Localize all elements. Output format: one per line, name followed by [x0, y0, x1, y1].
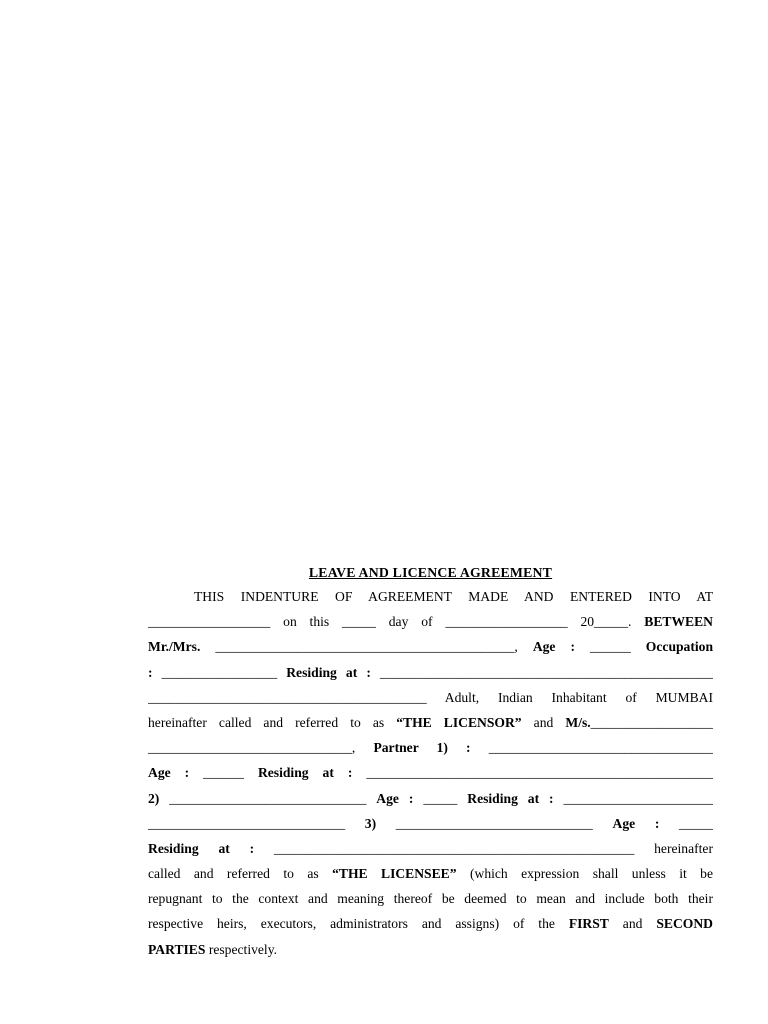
agreement-line [148, 811, 713, 836]
bold-text: Age : [148, 765, 190, 781]
bold-text: “THE LICENSOR” [396, 714, 522, 730]
line-text: ______ [575, 639, 646, 655]
bold-text: 2) [148, 790, 160, 806]
agreement-line [148, 786, 713, 811]
agreement-line [148, 634, 713, 659]
line-text: _____________________________________________________ hereinafter [254, 840, 713, 856]
line-text: __________________ on this _____ day of __________________ 20_____. [148, 614, 645, 630]
bold-text: Residing at : [148, 840, 255, 856]
agreement-body [148, 584, 713, 962]
line-text: ______________________________, [148, 740, 374, 756]
bold-text: Occupation [645, 639, 713, 655]
line-text: respective heirs, executors, administrators and assigns) of the [148, 916, 569, 932]
bold-text: Residing at : [286, 664, 371, 680]
agreement-line [148, 836, 713, 861]
line-text: ___________________________________________________ [352, 765, 713, 781]
line-text: _________________ [161, 664, 287, 680]
line-text: respectively. [205, 941, 278, 957]
line-text: _____________________________ [376, 815, 613, 831]
bold-text: : [148, 664, 162, 680]
line-text: and [608, 916, 657, 932]
line-text: called and referred to as [148, 866, 333, 882]
agreement-line [148, 911, 713, 936]
document-title: LEAVE AND LICENCE AGREEMENT [308, 565, 553, 580]
line-text: __________________ [590, 714, 713, 730]
agreement-line [148, 584, 713, 609]
agreement-line [148, 685, 713, 710]
line-text: repugnant to the context and meaning thereof be deemed to mean and include both their [148, 891, 713, 907]
line-text: THIS INDENTURE OF AGREEMENT MADE AND ENTERED INTO AT [194, 589, 713, 604]
bold-text: Residing at : [257, 765, 353, 781]
line-text: _________________________________________________ [370, 664, 713, 680]
bold-text: “THE LICENSEE” [332, 866, 457, 882]
bold-text: Age : [376, 790, 414, 806]
bold-text: Mr./Mrs. [148, 639, 201, 655]
line-text: ______________________ [553, 790, 713, 806]
bold-text: SECOND [656, 916, 713, 932]
bold-text: Age : [612, 815, 660, 831]
line-text: hereinafter called and referred to as [148, 714, 397, 730]
line-text: _____ [659, 815, 713, 831]
line-text: _____________________________ [148, 815, 365, 831]
line-text: ______ [189, 765, 258, 781]
line-text: _____ [413, 790, 468, 806]
agreement-line [148, 660, 713, 685]
agreement-line [148, 609, 713, 634]
line-text: _________________________________ [470, 740, 713, 756]
bold-text: Partner 1) : [373, 740, 471, 756]
agreement-line [148, 886, 713, 911]
agreement-line [148, 735, 713, 760]
agreement-line [148, 760, 713, 785]
agreement-line [148, 861, 713, 886]
line-text: ____________________________________________, [200, 639, 533, 655]
agreement-document [148, 562, 713, 962]
line-text: _____________________________ [159, 790, 377, 806]
line-text: _________________________________________ Adult, Indian Inhabitant of MUMBAI [148, 689, 713, 705]
line-text: (which expression shall unless it be [456, 866, 713, 882]
agreement-line [148, 937, 713, 962]
bold-text: 3) [364, 815, 377, 831]
bold-text: FIRST [568, 916, 609, 932]
bold-text: PARTIES [148, 941, 206, 957]
bold-text: M/s. [565, 714, 591, 730]
agreement-line [148, 710, 713, 735]
line-text: and [521, 714, 566, 730]
bold-text: Residing at : [467, 790, 554, 806]
bold-text: BETWEEN [644, 614, 713, 630]
bold-text: Age : [532, 639, 575, 655]
